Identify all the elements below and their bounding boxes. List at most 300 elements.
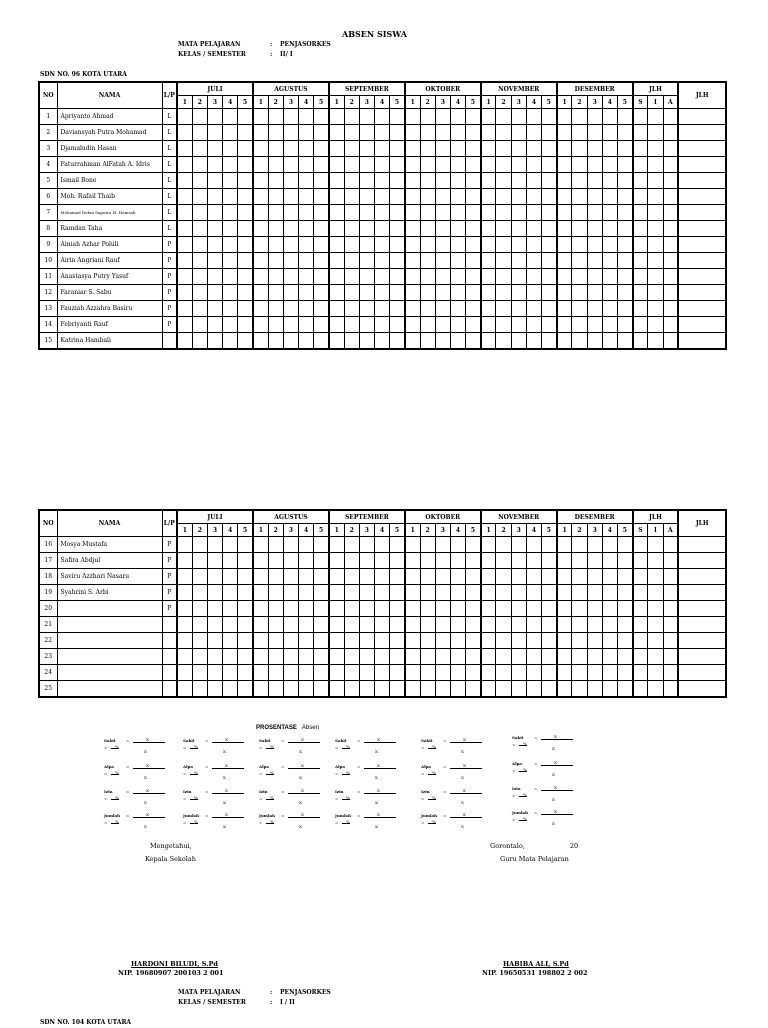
attendance-cell	[223, 285, 238, 301]
student-gender: P	[162, 537, 177, 553]
attendance-cell	[526, 109, 541, 125]
attendance-cell	[420, 665, 435, 681]
attendance-cell	[329, 333, 344, 350]
formula-x: X	[377, 763, 380, 768]
attendance-cell	[253, 221, 268, 237]
attendance-cell	[496, 333, 511, 350]
total-cell	[678, 553, 726, 569]
attendance-cell	[268, 205, 283, 221]
formula-label: Jumlah	[104, 813, 121, 818]
week-header: 2	[344, 96, 359, 109]
attendance-cell	[390, 317, 405, 333]
attendance-cell	[314, 333, 329, 350]
attendance-cell	[542, 317, 557, 333]
student-name: Katrina Hambali	[57, 333, 162, 350]
formula-equals: =	[126, 738, 130, 743]
attendance-cell	[299, 537, 314, 553]
sia-header: S	[633, 96, 648, 109]
attendance-cell	[496, 269, 511, 285]
attendance-cell	[253, 269, 268, 285]
student-no: 11	[39, 269, 57, 285]
formula-line	[133, 817, 165, 818]
attendance-cell	[481, 649, 496, 665]
attendance-cell	[329, 537, 344, 553]
attendance-cell	[223, 553, 238, 569]
attendance-cell	[329, 649, 344, 665]
total-cell	[678, 681, 726, 698]
student-row	[39, 253, 726, 269]
attendance-cell	[466, 333, 481, 350]
attendance-cell	[450, 285, 465, 301]
attendance-cell	[617, 649, 632, 665]
attendance-cell	[587, 333, 602, 350]
attendance-cell	[344, 585, 359, 601]
formula-equals: =	[259, 771, 263, 776]
attendance-cell	[253, 601, 268, 617]
attendance-cell	[374, 665, 389, 681]
attendance-cell	[329, 569, 344, 585]
week-header: 1	[177, 96, 192, 109]
formula-equals: =	[534, 786, 538, 791]
sia-cell	[633, 253, 648, 269]
formula-x: X	[377, 737, 380, 742]
attendance-cell	[207, 269, 222, 285]
attendance-cell	[329, 173, 344, 189]
attendance-cell	[435, 141, 450, 157]
attendance-cell	[268, 537, 283, 553]
attendance-cell	[374, 221, 389, 237]
attendance-cell	[435, 109, 450, 125]
formula-equals: =	[281, 789, 285, 794]
attendance-cell	[450, 157, 465, 173]
attendance-cell	[314, 665, 329, 681]
principal-nip: NIP. 19680907 200103 2 001	[118, 969, 224, 977]
formula-equals: =	[335, 820, 339, 825]
week-header: 5	[617, 524, 632, 537]
attendance-cell	[526, 537, 541, 553]
sia-cell	[633, 649, 648, 665]
attendance-cell	[587, 601, 602, 617]
attendance-cell	[177, 601, 192, 617]
attendance-cell	[299, 205, 314, 221]
attendance-cell	[359, 569, 374, 585]
sia-cell	[633, 269, 648, 285]
formula-percent: %	[523, 767, 527, 772]
attendance-cell	[359, 301, 374, 317]
percentage-formula	[104, 813, 174, 837]
attendance-cell	[177, 109, 192, 125]
student-row	[39, 537, 726, 553]
sia-cell	[633, 221, 648, 237]
attendance-cell	[253, 237, 268, 253]
week-header: 1	[405, 96, 420, 109]
attendance-cell	[602, 125, 617, 141]
total-cell	[678, 601, 726, 617]
attendance-cell	[359, 633, 374, 649]
attendance-cell	[283, 681, 298, 698]
formula-equals: =	[259, 820, 263, 825]
attendance-cell	[253, 681, 268, 698]
attendance-cell	[542, 109, 557, 125]
formula-x: X	[144, 775, 147, 780]
attendance-cell	[192, 317, 207, 333]
attendance-cell	[602, 681, 617, 698]
formula-equals: =	[357, 789, 361, 794]
attendance-cell	[496, 221, 511, 237]
sia-cell	[648, 317, 663, 333]
attendance-cell	[299, 601, 314, 617]
attendance-cell	[374, 681, 389, 698]
attendance-cell	[466, 301, 481, 317]
formula-line	[288, 742, 320, 743]
student-row	[39, 601, 726, 617]
attendance-cell	[268, 157, 283, 173]
place-date: Gorontalo, 20	[490, 842, 579, 850]
formula-x: X	[301, 812, 304, 817]
attendance-cell	[207, 681, 222, 698]
sia-cell	[663, 157, 678, 173]
attendance-cell	[283, 189, 298, 205]
attendance-cell	[253, 141, 268, 157]
sia-cell	[633, 301, 648, 317]
sia-cell	[663, 601, 678, 617]
attendance-cell	[238, 665, 253, 681]
formula-x: X	[463, 788, 466, 793]
attendance-cell	[602, 301, 617, 317]
attendance-cell	[359, 681, 374, 698]
sia-cell	[663, 681, 678, 698]
percentage-formula	[259, 764, 329, 788]
attendance-cell	[572, 553, 587, 569]
attendance-cell	[207, 109, 222, 125]
month-header: AGUSTUS	[253, 82, 329, 96]
sia-cell	[633, 601, 648, 617]
formula-label: Sakit	[335, 738, 347, 743]
attendance-cell	[253, 617, 268, 633]
student-gender: P	[162, 317, 177, 333]
attendance-cell	[268, 253, 283, 269]
attendance-cell	[283, 601, 298, 617]
attendance-cell	[223, 109, 238, 125]
student-gender: L	[162, 205, 177, 221]
attendance-cell	[481, 617, 496, 633]
formula-equals: =	[512, 793, 516, 798]
attendance-cell	[177, 617, 192, 633]
attendance-cell	[390, 665, 405, 681]
attendance-cell	[526, 301, 541, 317]
week-header: 4	[299, 96, 314, 109]
percentage-formula	[259, 789, 329, 813]
attendance-cell	[299, 221, 314, 237]
attendance-cell	[617, 317, 632, 333]
attendance-cell	[511, 221, 526, 237]
attendance-cell	[602, 665, 617, 681]
attendance-cell	[192, 141, 207, 157]
attendance-cell	[223, 253, 238, 269]
attendance-cell	[481, 569, 496, 585]
attendance-cell	[526, 617, 541, 633]
student-name: Safira Abdjul	[57, 553, 162, 569]
attendance-cell	[238, 205, 253, 221]
attendance-cell	[314, 569, 329, 585]
week-header: 3	[587, 524, 602, 537]
attendance-cell	[420, 253, 435, 269]
attendance-cell	[268, 269, 283, 285]
attendance-cell	[207, 237, 222, 253]
formula-label: Alpa	[512, 761, 523, 766]
attendance-cell	[526, 585, 541, 601]
attendance-cell	[283, 157, 298, 173]
formula-equals: =	[259, 745, 263, 750]
attendance-cell	[390, 333, 405, 350]
footer-subject-label: MATA PELAJARAN	[178, 989, 241, 996]
attendance-cell	[299, 649, 314, 665]
sia-cell	[648, 553, 663, 569]
attendance-cell	[268, 585, 283, 601]
attendance-cell	[238, 601, 253, 617]
attendance-cell	[466, 109, 481, 125]
attendance-cell	[435, 649, 450, 665]
attendance-cell	[374, 157, 389, 173]
attendance-cell	[450, 221, 465, 237]
attendance-cell	[177, 205, 192, 221]
attendance-cell	[192, 269, 207, 285]
sia-cell	[648, 665, 663, 681]
attendance-cell	[420, 189, 435, 205]
attendance-cell	[177, 317, 192, 333]
attendance-cell	[450, 189, 465, 205]
formula-x: X	[463, 763, 466, 768]
sia-header: I	[648, 96, 663, 109]
student-row	[39, 189, 726, 205]
attendance-cell	[466, 221, 481, 237]
attendance-cell	[253, 333, 268, 350]
attendance-cell	[329, 221, 344, 237]
sia-cell	[633, 141, 648, 157]
attendance-cell	[238, 189, 253, 205]
attendance-cell	[177, 585, 192, 601]
attendance-cell	[466, 649, 481, 665]
sia-header: A	[663, 524, 678, 537]
attendance-cell	[572, 109, 587, 125]
formula-x: X	[144, 749, 147, 754]
sia-cell	[633, 333, 648, 350]
attendance-cell	[314, 173, 329, 189]
sia-cell	[663, 205, 678, 221]
attendance-cell	[359, 317, 374, 333]
attendance-cell	[466, 173, 481, 189]
total-cell	[678, 269, 726, 285]
attendance-cell	[496, 285, 511, 301]
formula-equals: =	[421, 771, 425, 776]
attendance-cell	[283, 649, 298, 665]
sia-cell	[633, 237, 648, 253]
week-header: 2	[496, 524, 511, 537]
student-name: Febriyanti Rauf	[57, 317, 162, 333]
formula-x: X	[461, 775, 464, 780]
formula-percent: %	[432, 819, 436, 824]
attendance-cell	[207, 141, 222, 157]
attendance-cell	[526, 141, 541, 157]
attendance-cell	[192, 173, 207, 189]
week-header: 2	[268, 524, 283, 537]
attendance-cell	[481, 317, 496, 333]
month-header: JULI	[177, 82, 253, 96]
total-cell	[678, 253, 726, 269]
sia-cell	[648, 601, 663, 617]
attendance-cell	[526, 649, 541, 665]
sia-cell	[648, 633, 663, 649]
attendance-cell	[344, 253, 359, 269]
attendance-cell	[557, 665, 572, 681]
student-gender: P	[162, 569, 177, 585]
formula-equals: =	[443, 789, 447, 794]
formula-x: X	[463, 812, 466, 817]
formula-equals: =	[281, 738, 285, 743]
student-no: 7	[39, 205, 57, 221]
formula-x: X	[461, 800, 464, 805]
sia-cell	[633, 681, 648, 698]
attendance-cell	[617, 301, 632, 317]
attendance-cell	[223, 633, 238, 649]
attendance-cell	[329, 269, 344, 285]
attendance-cell	[481, 633, 496, 649]
formula-x: X	[146, 763, 149, 768]
attendance-cell	[587, 237, 602, 253]
footer-school-name: SDN NO. 104 KOTA UTARA	[40, 1019, 132, 1026]
attendance-cell	[435, 237, 450, 253]
attendance-cell	[511, 649, 526, 665]
attendance-cell	[602, 221, 617, 237]
attendance-cell	[344, 617, 359, 633]
attendance-cell	[238, 221, 253, 237]
student-gender: L	[162, 125, 177, 141]
attendance-cell	[542, 633, 557, 649]
attendance-cell	[329, 157, 344, 173]
attendance-cell	[192, 601, 207, 617]
week-header: 4	[526, 524, 541, 537]
formula-x: X	[552, 746, 555, 751]
attendance-cell	[192, 253, 207, 269]
attendance-cell	[435, 173, 450, 189]
attendance-cell	[572, 173, 587, 189]
attendance-cell	[557, 617, 572, 633]
attendance-cell	[511, 301, 526, 317]
attendance-cell	[617, 141, 632, 157]
attendance-cell	[435, 125, 450, 141]
attendance-cell	[192, 221, 207, 237]
formula-x: X	[144, 800, 147, 805]
attendance-cell	[481, 221, 496, 237]
attendance-cell	[344, 205, 359, 221]
attendance-cell	[511, 205, 526, 221]
attendance-cell	[481, 665, 496, 681]
attendance-cell	[314, 681, 329, 698]
student-no: 25	[39, 681, 57, 698]
attendance-cell	[617, 269, 632, 285]
week-header: 4	[223, 96, 238, 109]
week-header: 2	[344, 524, 359, 537]
week-header: 5	[542, 524, 557, 537]
attendance-cell	[299, 333, 314, 350]
attendance-cell	[207, 537, 222, 553]
formula-x: X	[223, 749, 226, 754]
week-header: 2	[572, 96, 587, 109]
attendance-cell	[587, 157, 602, 173]
attendance-cell	[177, 269, 192, 285]
attendance-cell	[314, 221, 329, 237]
month-header: JULI	[177, 510, 253, 524]
sia-cell	[633, 317, 648, 333]
attendance-cell	[238, 585, 253, 601]
attendance-cell	[405, 237, 420, 253]
week-header: 5	[314, 524, 329, 537]
col-jlh: JLH	[633, 82, 679, 96]
formula-equals: =	[335, 796, 339, 801]
attendance-cell	[390, 109, 405, 125]
formula-equals: =	[183, 771, 187, 776]
formula-x: X	[225, 763, 228, 768]
attendance-cell	[572, 537, 587, 553]
attendance-cell	[617, 537, 632, 553]
attendance-cell	[435, 221, 450, 237]
formula-x: X	[146, 812, 149, 817]
formula-label: Alpa	[421, 764, 432, 769]
attendance-cell	[390, 285, 405, 301]
week-header: 2	[192, 96, 207, 109]
student-row	[39, 317, 726, 333]
attendance-cell	[374, 569, 389, 585]
week-header: 3	[511, 96, 526, 109]
week-header: 2	[420, 524, 435, 537]
formula-x: X	[299, 749, 302, 754]
attendance-cell	[223, 189, 238, 205]
attendance-cell	[283, 617, 298, 633]
month-header: NOVEMBER	[481, 510, 557, 524]
attendance-cell	[542, 553, 557, 569]
sia-cell	[648, 173, 663, 189]
attendance-cell	[572, 569, 587, 585]
attendance-cell	[268, 601, 283, 617]
attendance-cell	[299, 141, 314, 157]
attendance-cell	[587, 649, 602, 665]
attendance-cell	[268, 221, 283, 237]
total-cell	[678, 317, 726, 333]
attendance-cell	[390, 633, 405, 649]
attendance-cell	[526, 553, 541, 569]
attendance-cell	[374, 317, 389, 333]
attendance-cell	[450, 141, 465, 157]
attendance-cell	[314, 157, 329, 173]
attendance-cell	[602, 141, 617, 157]
attendance-cell	[450, 585, 465, 601]
attendance-cell	[207, 205, 222, 221]
week-header: 1	[481, 524, 496, 537]
student-gender	[162, 333, 177, 350]
sia-cell	[633, 537, 648, 553]
attendance-cell	[314, 125, 329, 141]
sia-header: I	[648, 524, 663, 537]
student-name: Ramdan Taha	[57, 221, 162, 237]
attendance-cell	[192, 665, 207, 681]
week-header: 5	[466, 96, 481, 109]
attendance-cell	[435, 269, 450, 285]
attendance-cell	[359, 649, 374, 665]
formula-label: Jumlah	[512, 810, 529, 815]
attendance-cell	[344, 333, 359, 350]
attendance-cell	[511, 141, 526, 157]
attendance-cell	[587, 585, 602, 601]
